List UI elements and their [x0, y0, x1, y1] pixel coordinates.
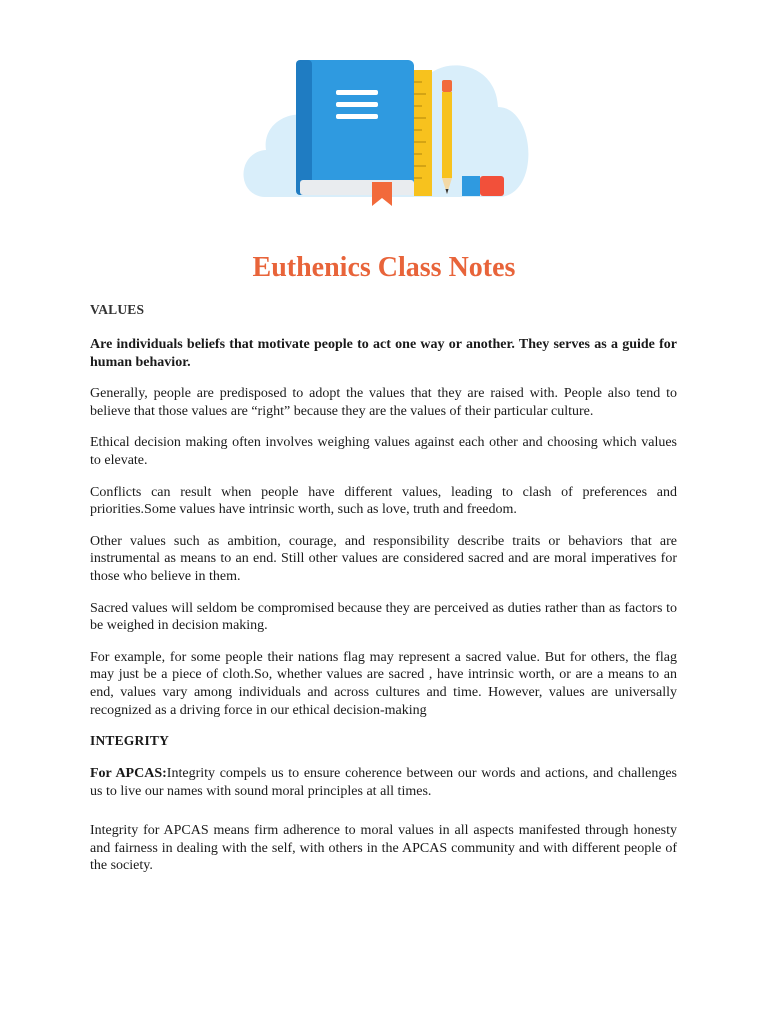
integrity-paragraph: Integrity for APCAS means firm adherence to moral values in all aspects manifested through honesty and fairness in dealing with the self, with others in the APCAS community and with different people of the society.	[90, 823, 677, 874]
book-icon	[296, 60, 414, 195]
document-title: Euthenics Class Notes	[252, 252, 516, 283]
values-paragraph-2: Ethical decision making often involves weighing values against each other and choosing which values to elevate.	[90, 435, 677, 468]
study-illustration	[236, 32, 532, 212]
values-paragraph-3: Conflicts can result when people have different values, leading to clash of preferences and priorities.Some values have intrinsic worth, such as love, truth and freedom.	[90, 484, 677, 518]
bookmark-icon	[372, 182, 392, 206]
section-heading-integrity: INTEGRITY	[90, 733, 170, 749]
eraser-icon	[462, 176, 504, 196]
document-body	[90, 302, 677, 889]
values-paragraph-4: Other values such as ambition, courage, and responsibility describe traits or behaviors that are instrumental as means to an end. Still other values are considered sacred and are moral imperatives for those who believe in them.	[90, 533, 677, 584]
integrity-lead-paragraph	[90, 765, 677, 800]
ruler-icon	[414, 70, 432, 196]
pencil-icon	[442, 80, 452, 194]
values-paragraph-6: For example, for some people their nations flag may represent a sacred value. But for others, the flag may just be a piece of cloth.So, whether values are sacred , have intrinsic worth, or are a means to an end, values vary among individuals and across cultures and time. However, values are universally recognized as a driving force in our ethical decision-making	[90, 649, 677, 718]
values-definition: Are individuals beliefs that motivate people to act one way or another. They serves as a guide for human behavior.	[90, 337, 677, 370]
integrity-lead-text: Integrity compels us to ensure coherence between our words and actions, and challenges us to live our names with sound moral principles at all times.	[90, 766, 677, 799]
section-heading-values: VALUES	[90, 302, 145, 317]
values-paragraph-5: Sacred values will seldom be compromised because they are perceived as duties rather than as factors to be weighed in decision making.	[90, 600, 677, 634]
values-paragraph-1: Generally, people are predisposed to adopt the values that they are raised with. People also tend to believe that those values are “right” because they are the values of their particular culture.	[90, 386, 677, 419]
integrity-lead-label: For APCAS:	[90, 766, 167, 782]
